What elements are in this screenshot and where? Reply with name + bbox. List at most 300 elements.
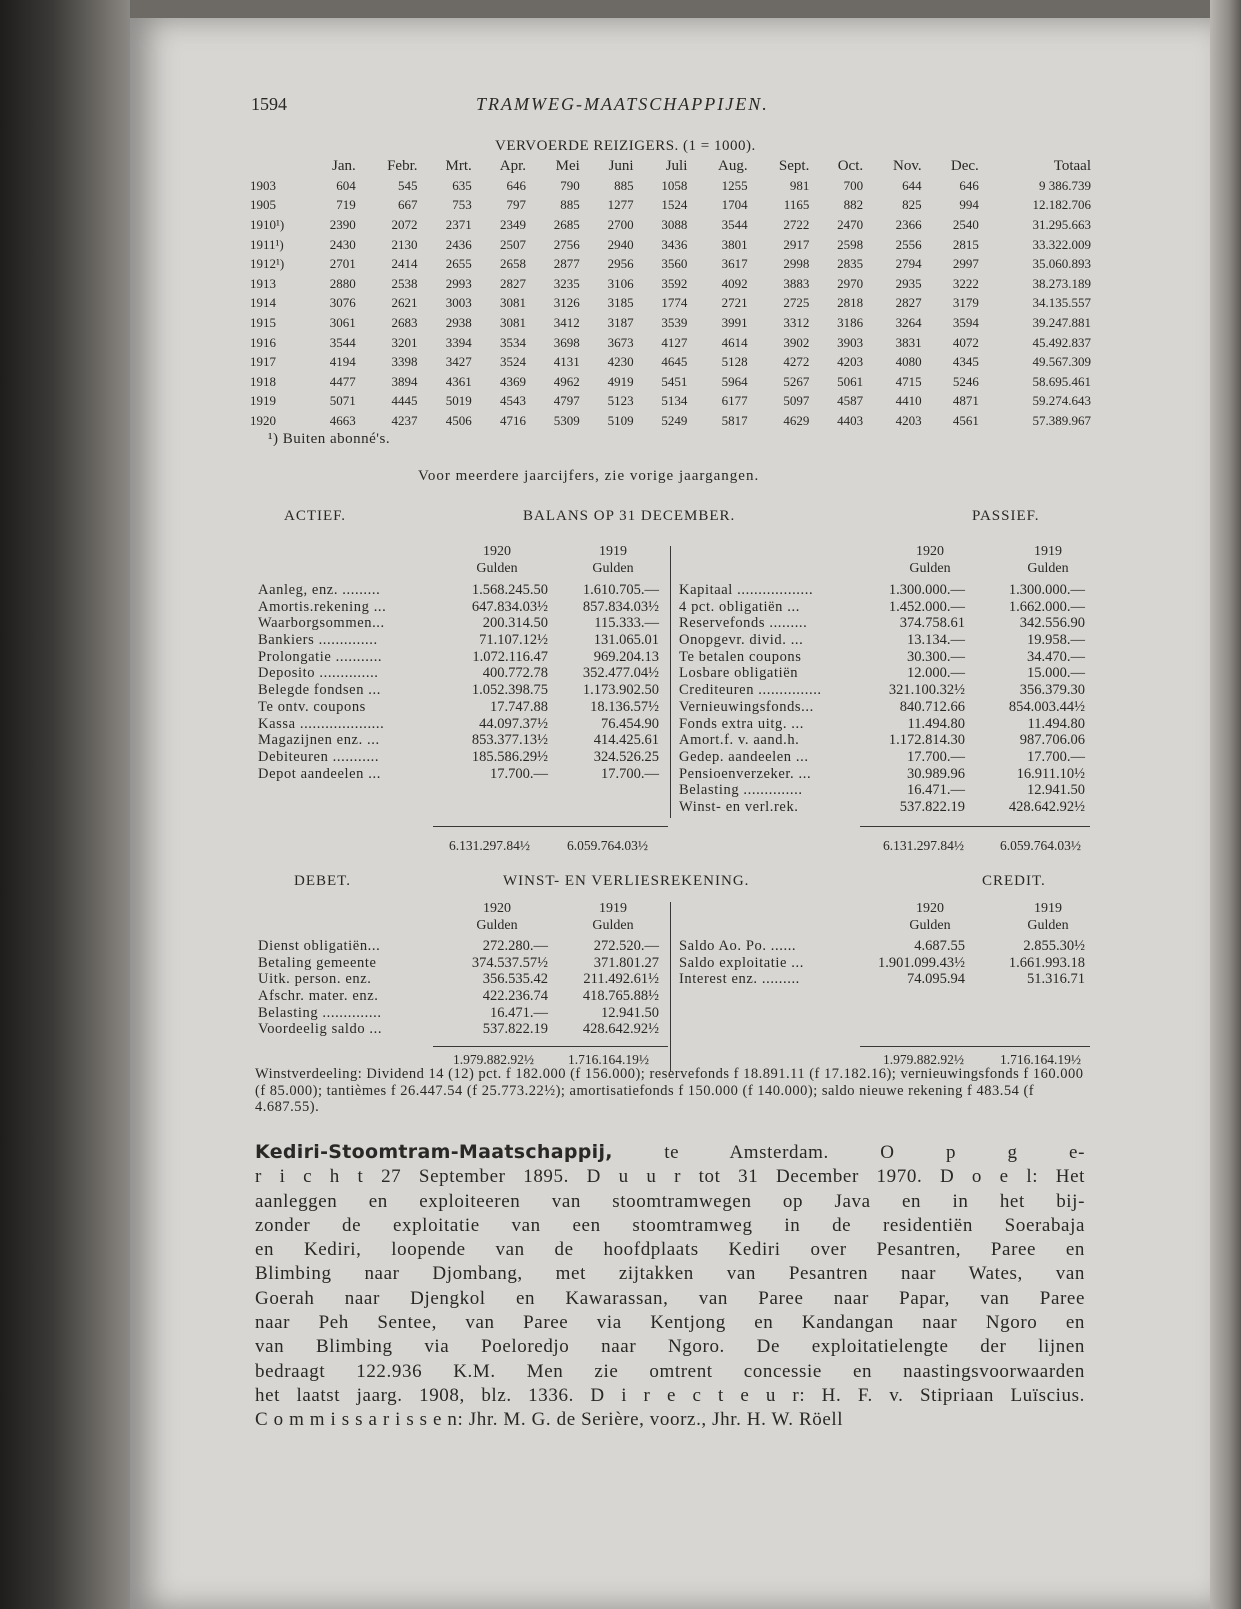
balans-left-col-1919 <box>568 543 658 577</box>
value-cell: 4629 <box>783 412 810 428</box>
value-cell: 3592 <box>661 275 688 291</box>
account-row <box>258 649 663 666</box>
value-cell: 1524 <box>661 197 688 213</box>
account-label: Uitk. person. enz. <box>258 971 372 988</box>
value-cell: 1704 <box>721 197 748 213</box>
value-cell: 825 <box>902 197 922 213</box>
value-cell: 885 <box>614 177 634 193</box>
account-row <box>679 582 1085 599</box>
account-label: Belasting .............. <box>679 782 803 799</box>
amount-1920: 1.452.000.— <box>888 598 965 615</box>
value-cell: 1277 <box>607 197 634 213</box>
value-cell: 2815 <box>952 236 979 252</box>
month-col-header: Totaal <box>1053 157 1091 174</box>
amount-1919: 1.662.000.— <box>1008 598 1085 615</box>
amount-1919: 969.204.13 <box>593 648 659 665</box>
amount-1920: 321.100.32½ <box>888 682 965 699</box>
paragraph-line: zonder de exploitatie van een stoomtramweg in de residentiën Soerabaja <box>255 1214 1085 1236</box>
amount-1920: 272.280.— <box>482 938 548 954</box>
value-cell: 4663 <box>329 412 356 428</box>
amount-1919: 17.700.— <box>1027 748 1085 765</box>
value-cell: 4715 <box>895 373 922 389</box>
value-cell: 2371 <box>445 216 472 232</box>
amount-1920: 853.377.13½ <box>471 732 548 749</box>
value-cell: 2756 <box>553 236 580 252</box>
year-cell: 1915 <box>250 314 276 330</box>
account-row <box>258 938 663 955</box>
account-row <box>679 749 1085 766</box>
balans-title: BALANS OP 31 DECEMBER. <box>523 508 736 524</box>
account-row <box>258 988 663 1005</box>
account-label: Reservefonds ......... <box>679 615 808 632</box>
account-label: Aanleg, enz. ......... <box>258 582 381 598</box>
value-cell: 2700 <box>607 216 634 232</box>
year-col-header <box>248 156 304 176</box>
value-cell: 4194 <box>329 354 356 370</box>
month-col-header: Nov. <box>892 157 922 174</box>
value-cell: 3617 <box>721 256 748 272</box>
reizigers-header-row <box>248 156 1093 176</box>
debet-header: DEBET. <box>294 873 351 889</box>
year-cell: 1911¹) <box>250 236 284 252</box>
value-cell: 4477 <box>329 373 356 389</box>
amount-1920: 1.300.000.— <box>888 582 965 598</box>
value-cell: 3088 <box>661 216 688 232</box>
table-row <box>248 235 1093 255</box>
year-label: 1919 <box>599 544 627 559</box>
value-cell: 994 <box>959 197 979 213</box>
value-cell: 2917 <box>783 236 810 252</box>
amount-1920: 13.134.— <box>907 632 965 649</box>
amount-1919: 16.911.10½ <box>1016 765 1085 782</box>
value-cell: 3436 <box>661 236 688 252</box>
year-cell: 1919 <box>250 393 276 409</box>
value-cell: 2621 <box>391 295 418 311</box>
value-cell: 2935 <box>895 275 922 291</box>
value-cell: 885 <box>560 197 580 213</box>
value-cell: 3081 <box>499 295 526 311</box>
month-col-header: Febr. <box>387 157 418 174</box>
amount-1919: 1.300.000.— <box>1008 582 1085 598</box>
value-cell: 6177 <box>721 393 748 409</box>
amount-1920: 374.537.57½ <box>471 954 548 971</box>
book-spine <box>0 0 130 1609</box>
value-cell: 5267 <box>783 373 810 389</box>
amount-1919: 131.065.01 <box>593 632 659 649</box>
account-row <box>679 938 1085 955</box>
value-cell: 2072 <box>391 216 418 232</box>
value-cell: 2655 <box>445 256 472 272</box>
month-col-header: Juli <box>665 157 688 174</box>
value-cell: 2538 <box>391 275 418 291</box>
amount-1919: 987.706.06 <box>1019 732 1085 749</box>
value-cell: 3081 <box>499 314 526 330</box>
amount-1919: 356.379.30 <box>1019 682 1085 699</box>
amount-1920: 12.000.— <box>907 665 965 682</box>
amount-1919: 19.958.— <box>1027 632 1085 649</box>
table-row <box>248 196 1093 216</box>
value-cell: 646 <box>506 177 526 193</box>
reizigers-title: VERVOERDE REIZIGERS. (1 = 1000). <box>495 138 756 154</box>
balans-left-col-1920 <box>452 543 542 577</box>
value-cell: 2997 <box>952 256 979 272</box>
balans-divider <box>670 546 671 818</box>
account-label: Amort.f. v. aand.h. <box>679 732 800 749</box>
value-cell: 2366 <box>895 216 922 232</box>
account-label: Losbare obligatiën <box>679 665 799 682</box>
table-row <box>248 411 1093 431</box>
value-cell: 4716 <box>499 412 526 428</box>
year-label: 1920 <box>483 544 511 559</box>
account-row <box>679 615 1085 632</box>
account-row <box>679 799 1085 816</box>
paragraph-text: te Amsterdam. O p g e- <box>612 1142 1085 1163</box>
amount-1919: 12.941.50 <box>1027 782 1085 799</box>
value-cell: 545 <box>398 177 418 193</box>
value-cell: 753 <box>452 197 472 213</box>
page-edge <box>1210 0 1241 1609</box>
month-col-header: Aug. <box>718 157 748 174</box>
value-cell: 3003 <box>445 295 472 311</box>
value-cell: 3894 <box>391 373 418 389</box>
month-col-header: Sept. <box>778 157 810 174</box>
amount-1920: 30.300.— <box>907 648 965 665</box>
value-cell: 3698 <box>553 334 580 350</box>
value-cell: 2827 <box>499 275 526 291</box>
value-cell: 2835 <box>837 256 864 272</box>
value-cell: 2938 <box>445 314 472 330</box>
account-row <box>679 716 1085 733</box>
value-cell: 4645 <box>661 354 688 370</box>
amount-1919: 428.642.92½ <box>582 1021 659 1038</box>
amount-1920: 17.747.88 <box>490 698 548 715</box>
amount-1920: 1.901.099.43½ <box>878 954 965 971</box>
value-cell: 5309 <box>553 412 580 428</box>
account-label: Onopgevr. divid. ... <box>679 632 804 649</box>
value-cell: 4230 <box>607 354 634 370</box>
account-label: Te betalen coupons <box>679 648 802 665</box>
account-label: Afschr. mater. enz. <box>258 988 379 1005</box>
amount-1920: 1.072.116.47 <box>472 648 548 665</box>
value-cell: 31.295.663 <box>1032 216 1091 232</box>
amount-1920: 647.834.03½ <box>471 598 548 615</box>
amount-1919: 18.136.57½ <box>590 698 659 715</box>
value-cell: 59.274.643 <box>1032 393 1091 409</box>
amount-1919: 76.454.90 <box>601 715 659 732</box>
amount-1919: 324.526.25 <box>593 748 659 765</box>
year-cell: 1905 <box>250 197 276 213</box>
value-cell: 4871 <box>952 393 979 409</box>
year-cell: 1920 <box>250 412 276 428</box>
unit-label: Gulden <box>909 561 951 576</box>
paragraph-line: aanleggen en exploiteeren van stoomtramwegen op Java en in het bij- <box>255 1190 1085 1212</box>
account-label: Magazijnen enz. ... <box>258 732 380 749</box>
amount-1920: 30.989.96 <box>907 765 965 782</box>
account-label: Depot aandeelen ... <box>258 765 381 782</box>
value-cell: 3883 <box>783 275 810 291</box>
amount-1920: 17.700.— <box>490 765 548 782</box>
amount-1919: 371.801.27 <box>593 954 659 971</box>
winstverdeeling-paragraph: Winstverdeeling: Dividend 14 (12) pct. f 182.000 (f 156.000); reservefonds f 18.891.11 (f 17.182.16); vernieuwingsfonds f 160.000 (f 85.000); tantièmes f 26.447.54 (f 25.773.22½); amortisatiefonds f 150.000 (f 140.000); saldo nieuwe rekening f 483.54 (f 4.687.55). <box>255 1066 1084 1115</box>
value-cell: 1774 <box>661 295 688 311</box>
account-row <box>258 749 663 766</box>
value-cell: 5134 <box>661 393 688 409</box>
account-label: Saldo Ao. Po. ...... <box>679 938 797 954</box>
winst-left-col-1920 <box>452 900 542 934</box>
month-col-header: Juni <box>608 157 634 174</box>
reizigers-table <box>248 156 1093 431</box>
actief-header: ACTIEF. <box>284 508 347 524</box>
amount-1919: 11.494.80 <box>1027 715 1085 732</box>
value-cell: 34.135.557 <box>1032 295 1091 311</box>
value-cell: 5109 <box>607 412 634 428</box>
amount-1919: 342.556.90 <box>1019 615 1085 632</box>
value-cell: 4797 <box>553 393 580 409</box>
account-label: Amortis.rekening ... <box>258 598 387 615</box>
value-cell: 3539 <box>661 314 688 330</box>
value-cell: 3801 <box>721 236 748 252</box>
year-label: 1919 <box>599 901 627 916</box>
value-cell: 4410 <box>895 393 922 409</box>
balans-total-left-1919: 6.059.764.03½ <box>567 838 648 853</box>
value-cell: 882 <box>843 197 864 213</box>
balans-left-rule <box>433 826 668 827</box>
winst-right-col-1920 <box>885 900 975 934</box>
balans-total-right-1919: 6.059.764.03½ <box>1000 838 1081 853</box>
value-cell: 2998 <box>783 256 810 272</box>
value-cell: 2701 <box>329 256 356 272</box>
winst-left-col-1919 <box>568 900 658 934</box>
table-row <box>248 294 1093 314</box>
value-cell: 2598 <box>837 236 864 252</box>
account-row <box>679 632 1085 649</box>
winst-right-col-1919 <box>1003 900 1093 934</box>
account-row <box>679 599 1085 616</box>
value-cell: 2390 <box>329 216 356 232</box>
value-cell: 5097 <box>783 393 810 409</box>
amount-1920: 374.758.61 <box>899 615 965 632</box>
value-cell: 3673 <box>607 334 634 350</box>
paragraph-line: en Kediri, loopende van de hoofdplaats Kediri over Pesantren, Paree en <box>255 1239 1085 1261</box>
account-row <box>258 632 663 649</box>
value-cell: 4080 <box>895 354 922 370</box>
value-cell: 4962 <box>553 373 580 389</box>
account-label: Bankiers .............. <box>258 632 378 649</box>
unit-label: Gulden <box>592 918 634 933</box>
value-cell: 4369 <box>499 373 526 389</box>
amount-1919: 1.610.705.— <box>582 582 659 598</box>
value-cell: 4131 <box>553 354 580 370</box>
account-row <box>679 699 1085 716</box>
winst-left-rule <box>433 1046 668 1047</box>
value-cell: 3412 <box>553 314 580 330</box>
value-cell: 3991 <box>721 314 748 330</box>
paragraph-line: C o m m i s s a r i s s e n: Jhr. M. G. de Serière, voorz., Jhr. H. W. Röell <box>255 1409 844 1431</box>
value-cell: 4361 <box>445 373 472 389</box>
amount-1920: 422.236.74 <box>482 988 548 1005</box>
unit-label: Gulden <box>1027 918 1069 933</box>
month-col-header: Dec. <box>950 157 979 174</box>
value-cell: 2940 <box>607 236 634 252</box>
account-row <box>258 615 663 632</box>
value-cell: 57.389.967 <box>1032 412 1091 428</box>
account-label: Dienst obligatiën... <box>258 938 381 954</box>
account-row <box>258 682 663 699</box>
paragraph-line: bedraagt 122.936 K.M. Men zie omtrent concessie en naastingsvoorwaarden <box>255 1360 1085 1382</box>
account-row <box>258 971 663 988</box>
value-cell: 4072 <box>952 334 979 350</box>
amount-1920: 1.568.245.50 <box>471 582 548 598</box>
value-cell: 2683 <box>391 314 418 330</box>
running-title: TRAMWEG-MAATSCHAPPIJEN. <box>476 94 769 114</box>
account-label: Deposito .............. <box>258 665 379 682</box>
paragraph-line: Blimbing naar Djombang, met zijtakken van Pesantren naar Wates, van <box>255 1263 1085 1285</box>
amount-1919: 211.492.61½ <box>583 971 659 988</box>
value-cell: 3185 <box>607 295 634 311</box>
value-cell: 3427 <box>445 354 472 370</box>
value-cell: 3394 <box>445 334 472 350</box>
value-cell: 4403 <box>837 412 864 428</box>
account-row <box>679 665 1085 682</box>
year-label: 1920 <box>916 544 944 559</box>
account-row <box>258 1005 663 1022</box>
value-cell: 3903 <box>837 334 864 350</box>
unit-label: Gulden <box>909 918 951 933</box>
winst-total-left-1920: 1.979.882.92½ <box>453 1052 534 1067</box>
paragraph-line: r i c h t 27 September 1895. D u u r tot 31 December 1970. D o e l: Het <box>255 1166 1085 1188</box>
value-cell: 3201 <box>391 334 418 350</box>
value-cell: 3076 <box>329 295 356 311</box>
amount-1920: 537.822.19 <box>482 1021 548 1038</box>
value-cell: 2794 <box>895 256 922 272</box>
account-row <box>258 665 663 682</box>
table-row <box>248 313 1093 333</box>
value-cell: 45.492.837 <box>1032 334 1091 350</box>
page-number: 1594 <box>251 94 287 114</box>
value-cell: 2722 <box>783 216 810 232</box>
amount-1919: 115.333.— <box>594 615 659 632</box>
value-cell: 981 <box>789 177 810 193</box>
value-cell: 2818 <box>837 295 864 311</box>
value-cell: 797 <box>506 197 526 213</box>
amount-1920: 11.494.80 <box>907 715 965 732</box>
value-cell: 3312 <box>783 314 810 330</box>
value-cell: 39.247.881 <box>1032 314 1091 330</box>
account-label: Kassa .................... <box>258 715 385 732</box>
amount-1920: 71.107.12½ <box>479 632 548 649</box>
value-cell: 9 386.739 <box>1039 177 1091 193</box>
value-cell: 1165 <box>783 197 810 213</box>
value-cell: 2721 <box>721 295 748 311</box>
value-cell: 5128 <box>721 354 748 370</box>
value-cell: 2685 <box>553 216 580 232</box>
value-cell: 1255 <box>721 177 748 193</box>
account-row <box>679 766 1085 783</box>
value-cell: 4345 <box>952 354 979 370</box>
account-row <box>258 582 663 599</box>
value-cell: 3831 <box>895 334 922 350</box>
balans-total-left-1920: 6.131.297.84½ <box>449 838 530 853</box>
amount-1920: 185.586.29½ <box>471 748 548 765</box>
value-cell: 33.322.009 <box>1032 236 1091 252</box>
value-cell: 3187 <box>607 314 634 330</box>
value-cell: 12.182.706 <box>1032 197 1091 213</box>
month-col-header: Oct. <box>837 157 864 174</box>
amount-1920: 400.772.78 <box>482 665 548 682</box>
account-row <box>679 682 1085 699</box>
year-label: 1920 <box>916 901 944 916</box>
account-row <box>679 782 1085 799</box>
account-label: Pensioenverzeker. ... <box>679 765 812 782</box>
value-cell: 2993 <box>445 275 472 291</box>
value-cell: 700 <box>843 177 864 193</box>
table-row <box>248 176 1093 196</box>
amount-1919: 418.765.88½ <box>582 988 659 1005</box>
account-label: Winst- en verl.rek. <box>679 798 799 815</box>
value-cell: 4272 <box>783 354 810 370</box>
passief-list <box>679 582 1085 816</box>
value-cell: 3560 <box>661 256 688 272</box>
account-label: Debiteuren ........... <box>258 748 380 765</box>
account-row <box>679 732 1085 749</box>
value-cell: 3544 <box>329 334 356 350</box>
amount-1920: 1.172.814.30 <box>888 732 965 749</box>
year-cell: 1917 <box>250 354 276 370</box>
value-cell: 4203 <box>837 354 864 370</box>
value-cell: 38.273.189 <box>1032 275 1091 291</box>
account-label: Betaling gemeente <box>258 954 377 971</box>
winst-total-right-1919: 1.716.164.19½ <box>1000 1052 1081 1067</box>
value-cell: 3235 <box>553 275 580 291</box>
kediri-paragraph <box>255 1140 1085 1433</box>
amount-1919: 272.520.— <box>593 938 659 954</box>
account-label: Prolongatie ........... <box>258 648 383 665</box>
balans-right-col-1920 <box>885 543 975 577</box>
amount-1920: 840.712.66 <box>899 698 965 715</box>
amount-1919: 352.477.04½ <box>582 665 659 682</box>
account-label: Te ontv. coupons <box>258 698 366 715</box>
value-cell: 3544 <box>721 216 748 232</box>
table-row <box>248 254 1093 274</box>
value-cell: 4561 <box>952 412 979 428</box>
year-cell: 1912¹) <box>250 256 285 272</box>
month-col-header: Jan. <box>332 157 356 174</box>
unit-label: Gulden <box>1027 561 1069 576</box>
account-label: Gedep. aandeelen ... <box>679 748 809 765</box>
year-label: 1919 <box>1034 901 1062 916</box>
balans-right-rule <box>860 826 1090 827</box>
unit-label: Gulden <box>476 561 518 576</box>
amount-1920: 16.471.— <box>490 1004 548 1021</box>
month-col-header: Mei <box>555 157 580 174</box>
value-cell: 5246 <box>952 373 979 389</box>
paragraph-line: van Blimbing via Poeloredjo naar Ngoro. De exploitatielengte der lijnen <box>255 1336 1085 1358</box>
value-cell: 3126 <box>553 295 580 311</box>
paragraph-line: Goerah naar Djengkol en Kawarassan, van Paree naar Papar, van Paree <box>255 1287 1085 1309</box>
month-col-header: Apr. <box>499 157 526 174</box>
account-row <box>679 955 1085 972</box>
paragraph-line: naar Peh Sentee, van Paree via Kentjong en Kandangan naar Ngoro en <box>255 1312 1085 1334</box>
account-label: 4 pct. obligatiën ... <box>679 598 800 615</box>
year-label: 1919 <box>1034 544 1062 559</box>
year-cell: 1913 <box>250 275 276 291</box>
company-name: Kediri-Stoomtram-Maatschappij, <box>255 1141 613 1163</box>
unit-label: Gulden <box>592 561 634 576</box>
account-label: Belegde fondsen ... <box>258 682 381 699</box>
account-label: Crediteuren ............... <box>679 682 822 699</box>
amount-1919: 854.003.44½ <box>1008 698 1085 715</box>
account-row <box>679 971 1085 988</box>
